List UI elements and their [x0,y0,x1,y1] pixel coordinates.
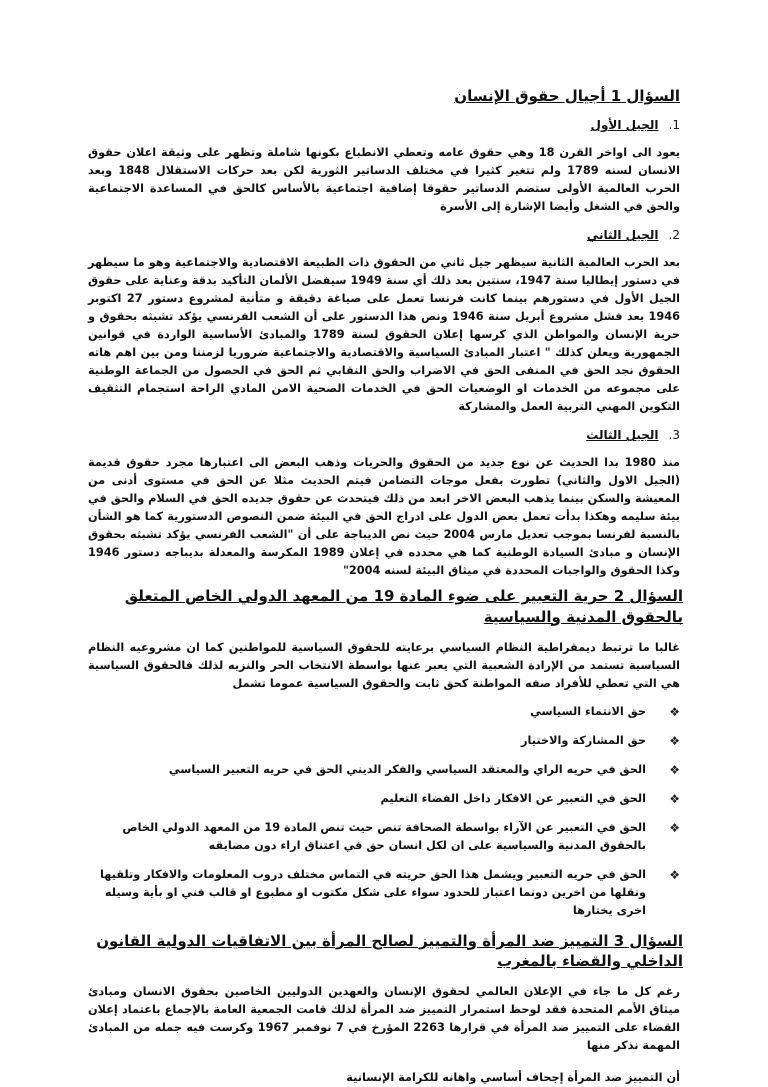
question-3-paragraph-2: أن التمييز ضد المرأة إجحاف أساسي واهانه للكرامة الإنسانية [346,1071,680,1085]
generation-2-heading [88,228,680,242]
question-2-intro: غالبا ما ترتبط ديمقراطية النظام السياسي برعايته للحقوق السياسية للمواطنين كما ان مشروعيه النظام السياسية تستمد من الإرادة الشعبية التي يعبر عنها بواسطة الانتخاب الحر والنزيه لذلك فالحقوق السياسية هي التي تعطي للأفراد صفه المواطنة كحق ثابت والحقوق السياسية عموما تشمل [88,640,680,690]
diamond-bullet-icon: ❖ [669,733,680,748]
diamond-bullet-icon: ❖ [669,704,680,719]
list-item-text: الحق في حريه الراي والمعتقد السياسي والفكر الديني الحق في حريه التعبير السياسي [168,762,646,776]
question-1-title: السؤال 1 أجيال حقوق الإنسان [454,87,680,105]
paragraph-gap [88,1061,680,1069]
question-3-paragraph-1: رغم كل ما جاء في الإعلان العالمي لحقوق الإنسان والعهدين الدوليين الخاصين بحقوق الانسان ومبادئ ميثاق الأمم المتحدة فقد لوحظ استمرار التمييز ضد المرأة لذلك قامت الجمعية العامة بالإجماع باعتماد إعلان القضاء على التمييز ضد المرأة في قرارها 2263 المؤرخ في 7 نوفمبر 1967 وكرست فيه جمله من المبادئ المهمة نذكر منها [88,985,680,1053]
list-item [88,703,680,721]
question-2-title: السؤال 2 حرية التعبير على ضوء المادة 19 من المعهد الدولي الخاص المتعلق بالحقوق المدنية والسياسية [124,587,683,626]
generation-2-label: الجيل الثاني [586,228,659,243]
list-item-text: الحق في حريه التعبير ويشمل هذا الحق حريته في التماس مختلف دروب المعلومات والافكار وتلقيها ونقلها من اخرين دونما اعتبار للحدود سواء على شكل مكتوب او مطبوع او قالب فني او بأية وسيله اخرى يختارها [99,867,646,917]
generation-3-heading [88,428,680,442]
list-item [88,732,680,750]
question-3-title: السؤال 3 التمييز ضد المرأة والتمييز لصالح المرأة بين الاتفاقيات الدولية القانون الداخلي والقضاء بالمغرب [96,931,683,970]
list-item [88,790,680,808]
generation-3-number: 3. [668,428,680,443]
list-item-text: حق المشاركة والاختيار [521,733,646,747]
generation-3-label: الجيل الثالث [586,428,659,443]
generation-3-text: منذ 1980 بدا الحديث عن نوع جديد من الحقوق والحريات وذهب البعض الى اعتبارها مجرد حقوق قديمة (الجيل الاول والثاني) تطورت بفعل موجات التضامن فيتم الحديث مثلا عن الحق في مستوى أدنى من المعيشة والسكن بينما يذهب البعض الاخر ابعد من ذلك فيتحدث عن حقوق جديده الحق في السلام والحق في بيئة سليمه وهكذا بدأت تعمل بعض الدول على ادراج الحق في البيئة ضمن النصوص الدستورية كما هو الشأن بالنسبة لفرنسا بموجب تعديل مارس 2004 حيث نص الديباجة على أن "الشعب الفرنسي يؤكد تشبثه بحقوق الإنسان و مبادئ السيادة الوطنية كما هي محدده في إعلان 1989 المكرسة والمعدلة بديباجه دستور 1946 وكذا الحقوق والواجبات المحددة في ميثاق البيئة لسنه 2004" [88,456,680,578]
list-item-text: الحق في التعبير عن الافكار داخل الفضاء التعليم [380,791,646,805]
diamond-bullet-icon: ❖ [669,791,680,806]
generation-2-text: بعد الحرب العالمية الثانية سيظهر جيل ثاني من الحقوق ذات الطبيعة الاقتصادية والاجتماعية وهو ما سيظهر في دستور إيطاليا سنة 1947، سنتين بعد ذلك أي سنة 1949 سيفضل الألمان التأكيد بدقة وعناية على حقوق الجيل الأول في دستورهم بينما كانت فرنسا تعمل على صياغة دقيقة و متأنية لمشروع دستور 27 اكتوبر 1946 بعد فشل مشروع أبريل سنة 1946 ونص هذا الدستور على أن الشعب الفرنسي يؤكد تشبثه بحقوق و حرية الإنسان والمواطن الذي كرسها إعلان الحقوق لسنة 1789 والمبادئ الأساسية الواردة في قوانين الجمهورية ويعلن كذلك " اعتبار المبادئ السياسية والاقتصادية والاجتماعية ضروريا لزمننا ومن بين اهم هاته الحقوق نجد الحق في المنفى الحق في الاضراب والحق النقابي ثم الحق في الحصول من الجماعة الوطنية على مجموعه من الخدمات او الوضعيات الحق في الخدمات الصحية الامن المادي الراحة استجمام التثقيف التكوين المهني التربية العمل والمشاركة [88,256,680,414]
diamond-bullet-icon: ❖ [669,820,680,835]
diamond-bullet-icon: ❖ [669,867,680,882]
list-item [88,761,680,779]
list-item [88,819,680,855]
generation-1-number: 1. [668,118,680,133]
list-item-text: حق الانتماء السياسي [530,704,646,718]
generation-2-number: 2. [668,228,680,243]
document-page [88,86,683,1085]
list-item [88,866,680,920]
generation-1-text: يعود الى اواخر القرن 18 وهي حقوق عامه وتعطي الانطباع بكونها شاملة وتظهر على وثيقة اعلان حقوق الانسان لسنه 1789 ولم تتغير كثيرا في مختلف الدساتير الثورية لكن بعد حركات الاستقلال 1848 وبعد الحرب العالمية الأولى ستضم الدساتير حقوقا إضافية اجتماعية بالأساس كالحق في المساعدة الاجتماعية والحق في الشغل وأيضا الإشارة إلى الأسرة [88,146,680,214]
political-rights-list [88,703,680,920]
generation-1-heading [88,118,680,132]
list-item-text: الحق في التعبير عن الآراء بواسطة الصحافة تنص حيث تنص المادة 19 من المعهد الدولي الخاص بالحقوق المدنية والسياسية على ان لكل انسان حق في اعتناق اراء دون مضايقه [122,820,646,852]
diamond-bullet-icon: ❖ [669,762,680,777]
generation-1-label: الجيل الأول [590,118,659,133]
